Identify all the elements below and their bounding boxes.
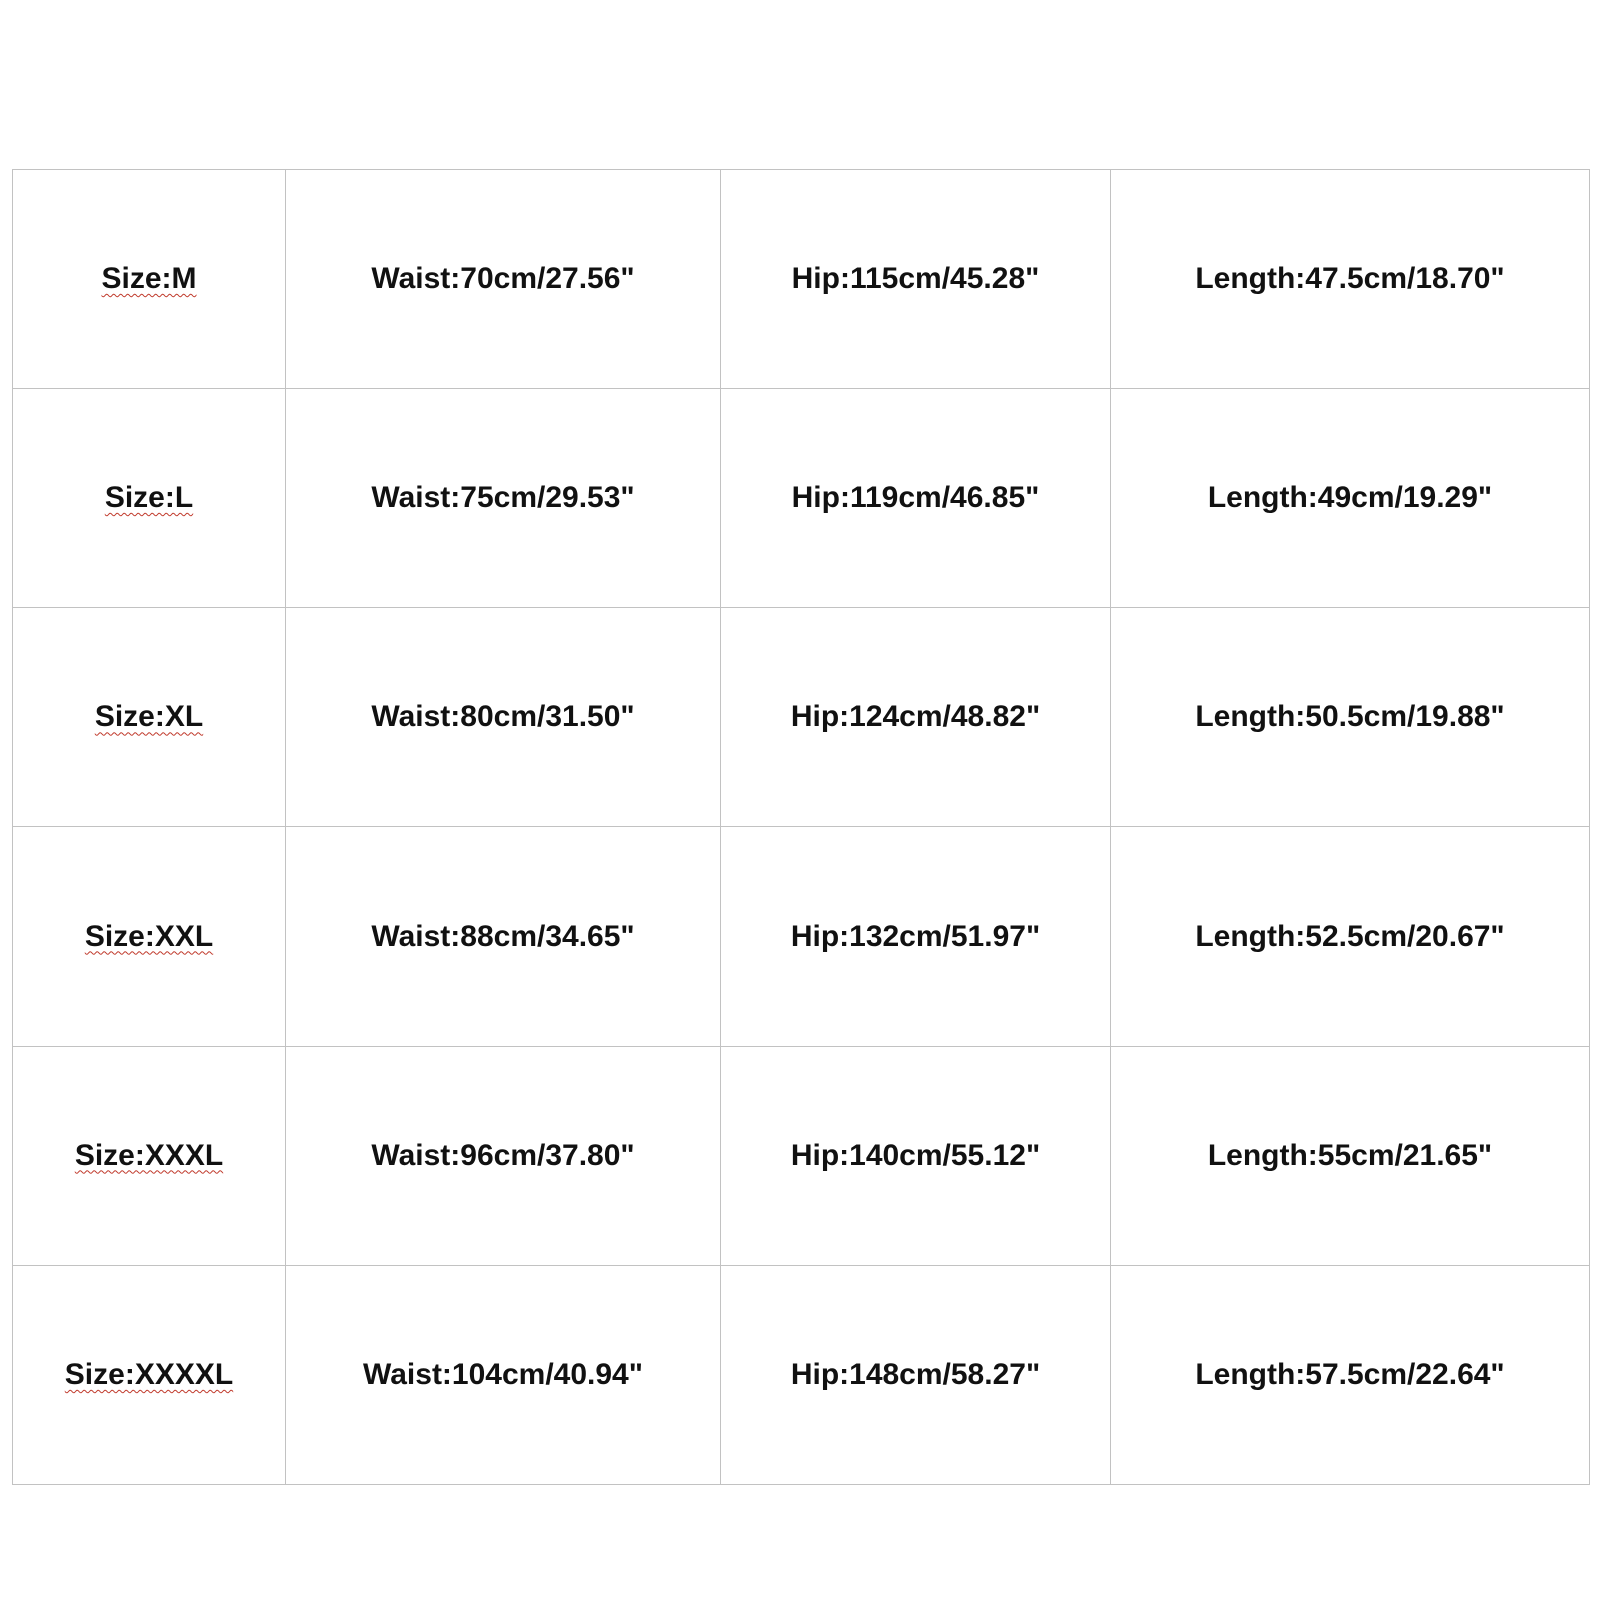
length-cell: Length:52.5cm/20.67" <box>1111 827 1590 1046</box>
length-cell: Length:47.5cm/18.70" <box>1111 170 1590 389</box>
hip-cell: Hip:115cm/45.28" <box>721 170 1111 389</box>
table-row <box>13 608 1590 827</box>
waist-cell: Waist:75cm/29.53" <box>286 389 721 608</box>
size-cell <box>13 608 286 827</box>
waist-cell: Waist:88cm/34.65" <box>286 827 721 1046</box>
size-label: Size:XXL <box>84 919 214 953</box>
size-cell <box>13 1046 286 1265</box>
table-row <box>13 827 1590 1046</box>
hip-cell: Hip:124cm/48.82" <box>721 608 1111 827</box>
hip-cell: Hip:132cm/51.97" <box>721 827 1111 1046</box>
hip-cell: Hip:119cm/46.85" <box>721 389 1111 608</box>
waist-cell: Waist:70cm/27.56" <box>286 170 721 389</box>
size-cell <box>13 1265 286 1484</box>
length-cell: Length:55cm/21.65" <box>1111 1046 1590 1265</box>
length-cell: Length:50.5cm/19.88" <box>1111 608 1590 827</box>
hip-cell: Hip:148cm/58.27" <box>721 1265 1111 1484</box>
size-label: Size:XXXL <box>74 1138 224 1172</box>
length-cell: Length:49cm/19.29" <box>1111 389 1590 608</box>
size-label: Size:L <box>104 481 194 515</box>
table-row <box>13 1046 1590 1265</box>
length-cell: Length:57.5cm/22.64" <box>1111 1265 1590 1484</box>
size-cell <box>13 389 286 608</box>
size-cell <box>13 827 286 1046</box>
size-chart-table <box>12 169 1590 1485</box>
waist-cell: Waist:80cm/31.50" <box>286 608 721 827</box>
table-row <box>13 1265 1590 1484</box>
waist-cell: Waist:96cm/37.80" <box>286 1046 721 1265</box>
size-label: Size:M <box>101 262 197 296</box>
size-label: Size:XL <box>94 700 204 734</box>
size-cell <box>13 170 286 389</box>
table-row <box>13 170 1590 389</box>
waist-cell: Waist:104cm/40.94" <box>286 1265 721 1484</box>
table-row <box>13 389 1590 608</box>
size-label: Size:XXXXL <box>64 1357 234 1391</box>
hip-cell: Hip:140cm/55.12" <box>721 1046 1111 1265</box>
